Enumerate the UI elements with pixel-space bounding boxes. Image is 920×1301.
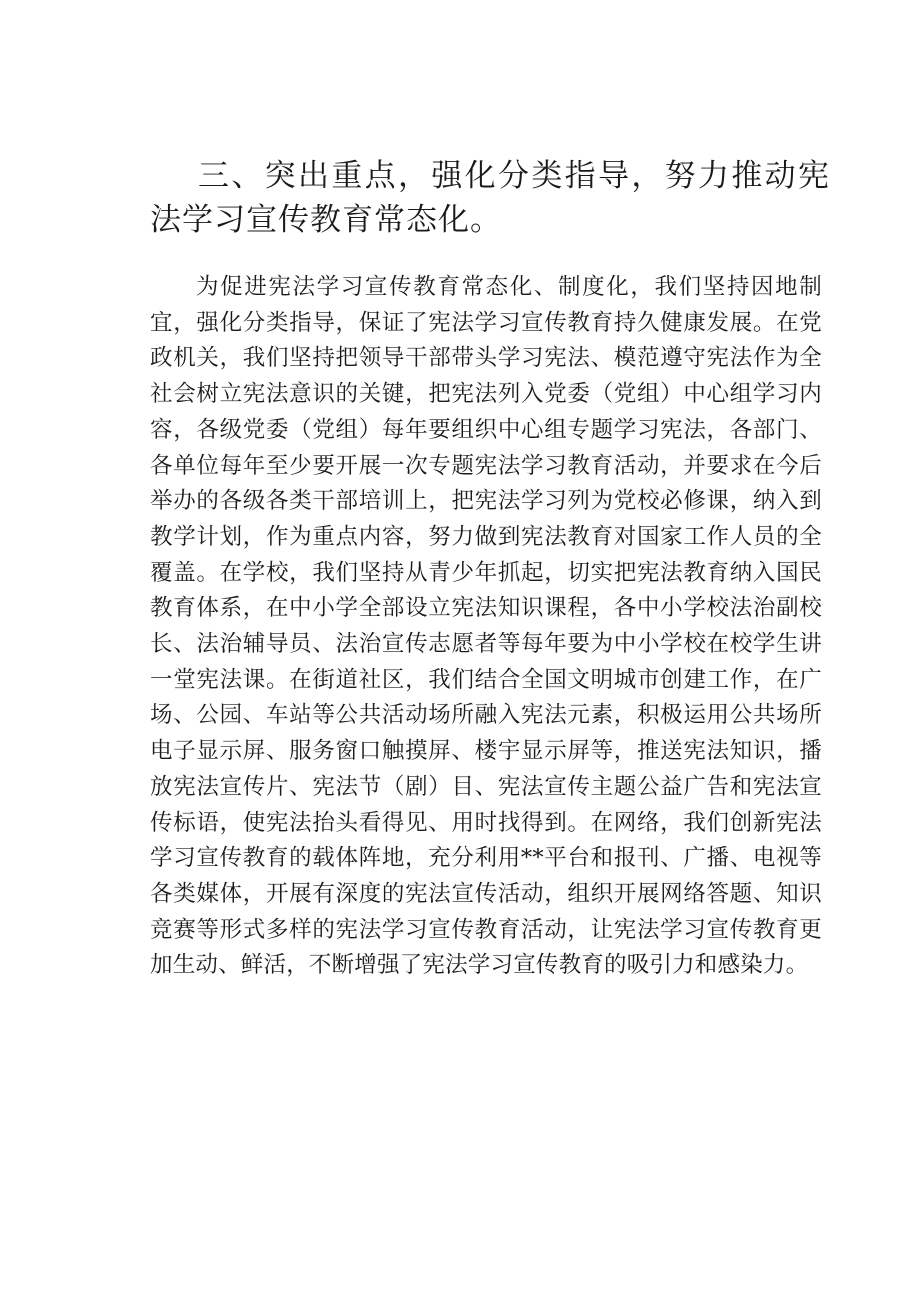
body-paragraph: 为促进宪法学习宣传教育常态化、制度化，我们坚持因地制宜，强化分类指导，保证了宪法学习宣传教育持久健康发展。在党政机关，我们坚持把领导干部带头学习宪法、模范遵守宪法作为全社会树立宪法意识的关键，把宪法列入党委（党组）中心组学习内容，各级党委（党组）每年要组织中心组专题学习宪法，各部门、各单位每年至少要开展一次专题宪法学习教育活动，并要求在今后举办的各级各类干部培训上，把宪法学习列为党校必修课，纳入到教学计划，作为重点内容，努力做到宪法教育对国家工作人员的全覆盖。在学校，我们坚持从青少年抓起，切实把宪法教育纳入国民教育体系，在中小学全部设立宪法知识课程，各中小学校法治副校长、法治辅导员、法治宣传志愿者等每年要为中小学校在校学生讲一堂宪法课。在街道社区，我们结合全国文明城市创建工作，在广场、公园、车站等公共活动场所融入宪法元素，积极运用公共场所电子显示屏、服务窗口触摸屏、楼宇显示屏等，推送宪法知识，播放宪法宣传片、宪法节（剧）目、宪法宣传主题公益广告和宪法宣传标语，使宪法抬头看得见、用时找得到。在网络，我们创新宪法学习宣传教育的载体阵地，充分利用**平台和报刊、广播、电视等各类媒体，开展有深度的宪法宣传活动，组织开展网络答题、知识竞赛等形式多样的宪法学习宣传教育活动，让宪法学习宣传教育更加生动、鲜活，不断增强了宪法学习宣传教育的吸引力和感染力。 (150, 274, 822, 979)
section-heading: 三、突出重点，强化分类指导，努力推动宪法学习宣传教育常态化。 (150, 158, 830, 238)
